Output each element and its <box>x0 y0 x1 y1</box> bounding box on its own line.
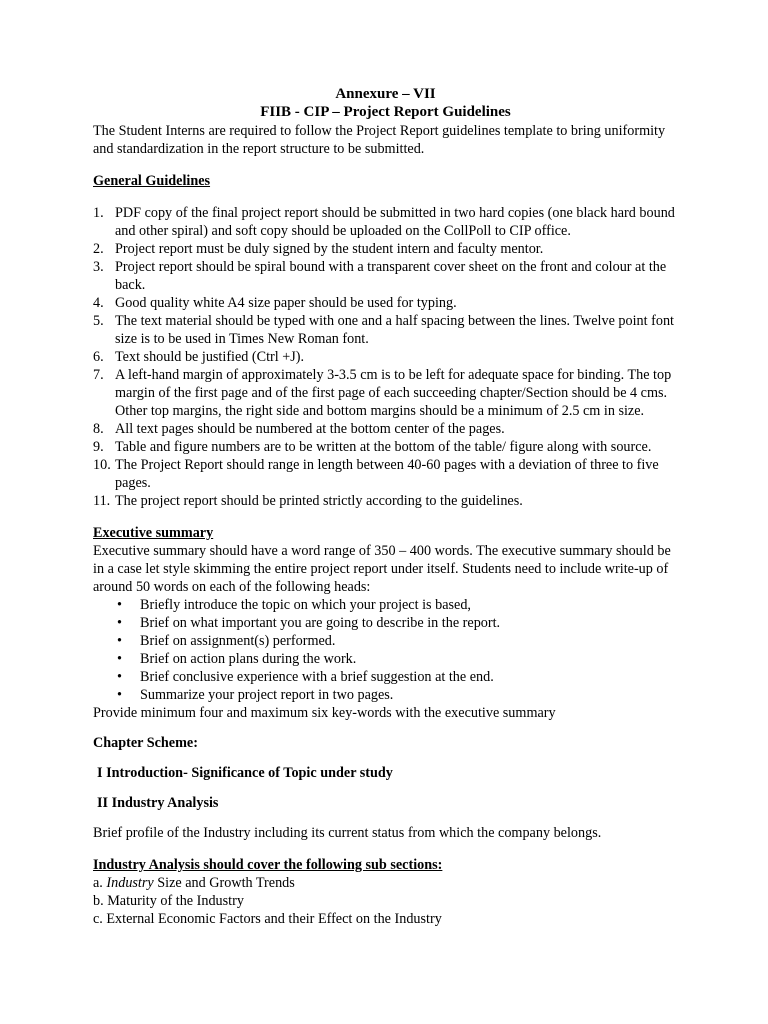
chapter-scheme-heading: Chapter Scheme: <box>93 735 198 751</box>
general-guidelines-list <box>93 204 678 510</box>
list-item: 11. The project report should be printed strictly according to the guidelines. <box>93 493 523 509</box>
list-item: • Briefly introduce the topic on which your project is based, <box>117 597 471 613</box>
industry-analysis-heading: Industry Analysis should cover the following sub sections: <box>93 857 443 873</box>
annexure-label: Annexure – VII <box>335 86 436 102</box>
list-item: 2. Project report must be duly signed by the student intern and faculty mentor. <box>93 241 544 257</box>
keywords-note: Provide minimum four and maximum six key-words with the executive summary <box>93 705 556 721</box>
list-item: • Brief conclusive experience with a brief suggestion at the end. <box>117 669 494 685</box>
chapter-1-heading: I Introduction- Significance of Topic under study <box>97 765 393 781</box>
executive-summary-body: Executive summary should have a word range of 350 – 400 words. The executive summary should be in a case let style skimming the entire project report under itself. Students need to include write-up of around 50 words on each of the following heads: <box>93 543 671 595</box>
list-item: • Brief on action plans during the work. <box>117 651 357 667</box>
chapter-2-body: Brief profile of the Industry including its current status from which the company belongs. <box>93 825 602 841</box>
executive-bullets <box>93 596 678 704</box>
industry-subsection-c: c. External Economic Factors and their Effect on the Industry <box>93 911 442 927</box>
executive-summary-heading: Executive summary <box>93 525 214 541</box>
document-title: FIIB - CIP – Project Report Guidelines <box>260 104 511 120</box>
list-item: 5. The text material should be typed with one and a half spacing between the lines. Twelve point font size is to be used in Times New Roman font. <box>93 313 674 347</box>
intro-paragraph: The Student Interns are required to follow the Project Report guidelines template to bring uniformity and standardization in the report structure to be submitted. <box>93 123 666 157</box>
list-item: 1. PDF copy of the final project report should be submitted in two hard copies (one black hard bound and other spiral) and soft copy should be uploaded on the CollPoll to CIP office. <box>93 205 675 239</box>
list-item: 9. Table and figure numbers are to be written at the bottom of the table/ figure along with source. <box>93 439 652 455</box>
chapter-2-heading: II Industry Analysis <box>97 795 219 811</box>
industry-subsection-a: a. Industry Size and Growth Trends <box>93 875 295 891</box>
list-item: • Summarize your project report in two pages. <box>117 687 394 703</box>
list-item: 3. Project report should be spiral bound with a transparent cover sheet on the front and colour at the back. <box>93 259 667 293</box>
document-page <box>93 85 678 928</box>
general-guidelines-heading: General Guidelines <box>93 173 211 189</box>
list-item: 8. All text pages should be numbered at the bottom center of the pages. <box>93 421 505 437</box>
list-item: • Brief on assignment(s) performed. <box>117 633 336 649</box>
list-item: • Brief on what important you are going to describe in the report. <box>117 615 501 631</box>
list-item: 7. A left-hand margin of approximately 3-3.5 cm is to be left for adequate space for binding. The top margin of the first page and of the first page of each succeeding chapter/Section should be 4 cms. Other top margins, the right side and bottom margins should be a minimum of 2.5 cm in size. <box>93 367 672 419</box>
list-item: 10. The Project Report should range in length between 40-60 pages with a deviation of three to five pages. <box>93 457 659 491</box>
industry-subsection-b: b. Maturity of the Industry <box>93 893 244 909</box>
list-item: 6. Text should be justified (Ctrl +J). <box>93 349 305 365</box>
list-item: 4. Good quality white A4 size paper should be used for typing. <box>93 295 457 311</box>
